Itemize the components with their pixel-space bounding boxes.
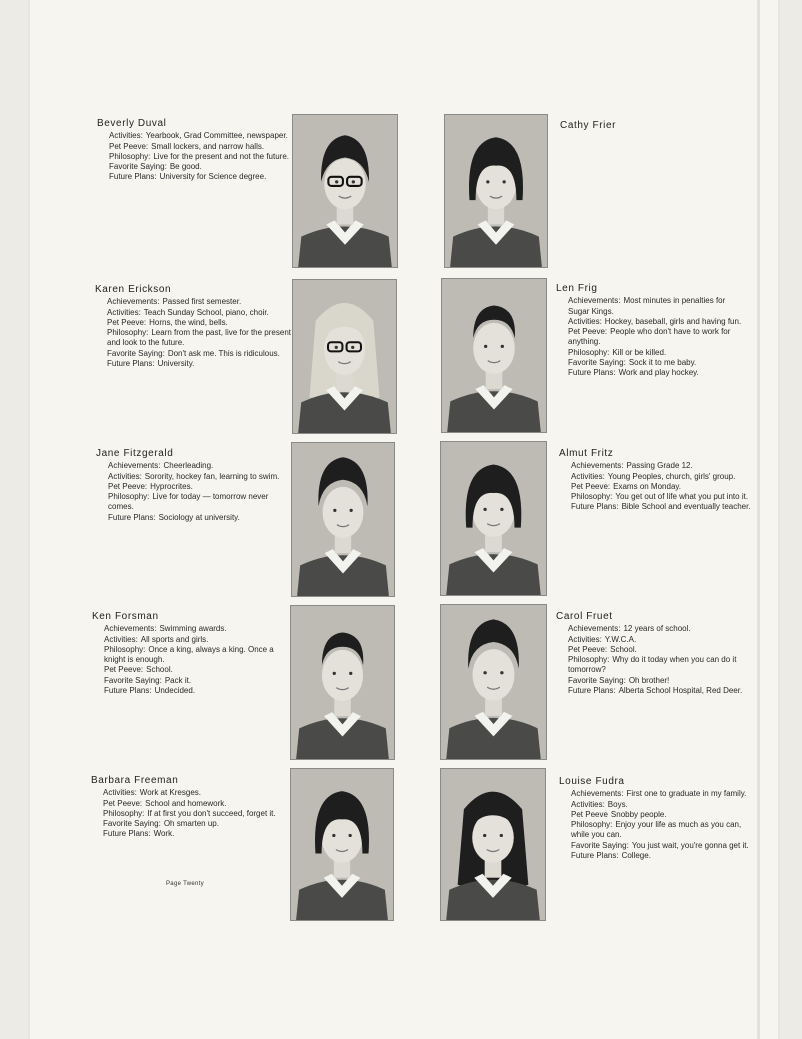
field-value: Undecided. [154,686,196,696]
portrait-photo [290,768,394,921]
entry-ken-forsman [92,612,288,696]
student-name: Carol Fruet [556,611,613,622]
field-label: Philosophy: [103,808,145,818]
field-value: Hyprocrites. [150,481,193,491]
field-value: Work. [153,829,175,839]
field-label: Favorite Saying: [568,358,626,368]
field-value: College. [621,851,651,861]
student-name: Jane Fitzgerald [96,448,174,459]
field-label: Philosophy: [571,820,613,830]
portrait-image [291,606,394,759]
field-value: You just wait, you're gonna get it. [631,840,749,850]
field-value: Sorority, hockey fan, learning to swim. [144,471,280,481]
field-value: 12 years of school. [623,624,691,634]
field-value: Cheerleading. [163,461,214,471]
field-future-plans [556,368,748,378]
field-value: Oh brother! [628,675,670,685]
field-value: All sports and girls. [140,634,209,644]
field-future-plans [91,829,289,839]
field-value: Passed first semester. [162,297,242,307]
field-value: Alberta School Hospital, Red Deer. [618,686,743,696]
field-philosophy [92,645,288,666]
field-value: Small lockers, and narrow halls. [151,141,265,151]
field-favorite-saying [97,162,297,172]
field-label: Activities: [108,471,142,481]
field-label: Pet Peeve: [571,481,611,491]
field-pet-peeve [96,482,290,492]
field-label: Activities: [571,799,605,809]
field-value: First one to graduate in my family. [626,789,747,799]
field-label: Pet Peeve: [568,327,608,337]
field-label: Favorite Saying: [571,840,629,850]
field-label: Pet Peeve: [107,317,147,327]
portrait-image [441,769,545,920]
field-value: School. [610,644,637,654]
field-value: Exams on Monday. [613,481,682,491]
field-label: Activities: [568,634,602,644]
field-label: Favorite Saying: [103,819,161,829]
student-name: Karen Erickson [95,284,172,295]
field-label: Activities: [107,307,141,317]
field-label: Achievements: [104,624,157,634]
field-value: University for Science degree. [159,172,267,182]
portrait-image [445,115,547,267]
field-philosophy [97,152,297,162]
field-label: Philosophy: [107,328,149,338]
field-value: Boys. [607,799,628,809]
field-achievements [556,624,754,634]
field-pet-peeve [556,327,748,348]
field-label: Activities: [104,634,138,644]
portrait-image [442,279,546,432]
field-favorite-saying [95,349,291,359]
portrait-image [441,442,546,595]
field-label: Pet Peeve: [568,644,608,654]
field-achievements [95,297,291,307]
field-pet-peeve [97,142,297,152]
field-label: Future Plans: [571,851,619,861]
field-activities [556,317,748,327]
field-value: University. [157,359,195,369]
field-label: Philosophy: [104,644,146,654]
field-label: Favorite Saying: [568,675,626,685]
portrait-photo [440,441,547,596]
field-value: Oh smarten up. [163,819,219,829]
field-label: Philosophy: [108,492,150,502]
field-label: Activities: [571,471,605,481]
field-label: Activities: [568,316,602,326]
field-value: Live for today — tomorrow never comes. [108,492,269,512]
entry-louise-fudra [559,777,755,861]
field-value: Work and play hockey. [618,368,699,378]
portrait-photo [444,114,548,268]
field-pet-peeve [559,482,755,492]
student-name: Barbara Freeman [91,775,179,786]
portrait-photo [291,442,395,597]
field-future-plans [96,513,290,523]
portrait-image [291,769,393,920]
portrait-image [293,280,396,433]
field-achievements [556,296,748,317]
field-future-plans [559,851,755,861]
student-name: Beverly Duval [97,118,167,129]
page-edge [757,0,760,1039]
field-label: Achievements: [108,461,161,471]
portrait-image [292,443,394,596]
entry-beverly-duval [97,119,297,183]
field-favorite-saying [559,841,755,851]
field-future-plans [92,686,288,696]
field-achievements [96,461,290,471]
field-value: Horns, the wind, bells. [149,317,228,327]
field-value: School and homework. [145,798,227,808]
field-philosophy [556,348,748,358]
field-value: Don't ask me. This is ridiculous. [167,348,280,358]
field-value: Y.W.C.A. [604,634,637,644]
field-label: Pet Peeve: [103,798,143,808]
field-label: Future Plans: [103,829,151,839]
field-activities [559,472,755,482]
portrait-photo [440,604,547,760]
page-number-footer: Page Twenty [166,881,204,887]
field-favorite-saying [556,358,748,368]
field-activities [559,800,755,810]
field-value: Enjoy your life as much as you can, while you can. [571,820,742,840]
field-achievements [92,624,288,634]
entry-barbara-freeman [91,776,289,840]
field-label: Pet Peeve: [108,481,148,491]
portrait-photo [440,768,546,921]
field-value: Learn from the past, live for the present and look to the future. [107,328,291,348]
portrait-image [293,115,397,267]
field-philosophy [559,820,755,841]
field-value: Why do it today when you can do it tomorrow? [568,655,737,675]
field-value: Be good. [169,162,202,172]
field-label: Achievements: [568,296,621,306]
field-achievements [559,461,755,471]
field-value: Work at Kresges. [139,788,202,798]
entry-almut-fritz [559,449,755,513]
field-value: If at first you don't succeed, forget it. [147,808,276,818]
student-name: Len Frig [556,283,598,294]
field-activities [556,635,754,645]
field-favorite-saying [91,819,289,829]
field-value: Sociology at university. [158,512,240,522]
field-label: Pet Peeve [571,809,608,819]
field-label: Future Plans: [109,172,157,182]
field-value: Teach Sunday School, piano, choir. [143,307,269,317]
field-value: You get out of life what you put into it. [615,492,749,502]
field-activities [97,131,297,141]
portrait-photo [292,279,397,434]
entry-jane-fitzgerald [96,449,290,523]
field-label: Activities: [103,788,137,798]
field-label: Activities: [109,131,143,141]
portrait-photo [290,605,395,760]
field-label: Pet Peeve: [104,665,144,675]
field-label: Favorite Saying: [109,162,167,172]
student-name: Almut Fritz [559,448,614,459]
field-value: Once a king, always a king. Once a knight is enough. [104,644,274,665]
field-pet-peeve [91,799,289,809]
field-pet-peeve [559,810,755,820]
student-name: Cathy Frier [560,120,617,131]
field-label: Achievements: [568,624,621,634]
field-philosophy [95,328,291,349]
field-value: Young Peoples, church, girls' group. [607,471,736,481]
field-value: Passing Grade 12. [626,461,693,471]
field-label: Philosophy: [568,347,610,357]
field-future-plans [97,172,297,182]
field-label: Achievements: [571,789,624,799]
field-value: Snobby people. [610,809,667,819]
field-future-plans [559,502,755,512]
entry-cathy-frier [560,121,760,133]
field-activities [91,788,289,798]
field-label: Philosophy: [571,492,613,502]
field-value: Hockey, baseball, girls and having fun. [604,316,742,326]
field-value: Sock it to me baby. [628,358,697,368]
field-future-plans [556,686,754,696]
field-philosophy [91,809,289,819]
portrait-photo [292,114,398,268]
field-value: People who don't have to work for anything. [568,327,731,347]
field-label: Future Plans: [104,686,152,696]
field-label: Philosophy: [109,151,151,161]
field-value: Most minutes in penalties for Sugar Kings. [568,296,726,316]
field-value: Swimming awards. [159,624,227,634]
entry-len-frig [556,284,748,379]
field-label: Future Plans: [107,359,155,369]
field-value: Bible School and eventually teacher. [621,502,751,512]
field-favorite-saying [556,676,754,686]
field-activities [95,308,291,318]
field-label: Favorite Saying: [104,675,162,685]
field-activities [92,635,288,645]
field-philosophy [559,492,755,502]
field-value: Yearbook, Grad Committee, newspaper. [145,131,288,141]
field-pet-peeve [92,665,288,675]
field-future-plans [95,359,291,369]
entry-karen-erickson [95,285,291,369]
field-favorite-saying [92,676,288,686]
field-value: School. [146,665,173,675]
field-label: Philosophy: [568,655,610,665]
field-label: Future Plans: [568,686,616,696]
field-achievements [559,789,755,799]
field-label: Pet Peeve: [109,141,149,151]
field-label: Future Plans: [571,502,619,512]
field-label: Achievements: [107,297,160,307]
field-value: Pack it. [164,675,192,685]
field-pet-peeve [556,645,754,655]
field-label: Achievements: [571,461,624,471]
field-value: Kill or be killed. [612,347,667,357]
field-activities [96,472,290,482]
field-label: Favorite Saying: [107,348,165,358]
field-philosophy [96,492,290,513]
field-label: Future Plans: [568,368,616,378]
student-name: Ken Forsman [92,611,159,622]
field-label: Future Plans: [108,512,156,522]
field-pet-peeve [95,318,291,328]
entry-carol-fruet [556,612,754,696]
portrait-image [441,605,546,759]
student-name: Louise Fudra [559,776,625,787]
field-value: Live for the present and not the future. [153,151,290,161]
portrait-photo [441,278,547,433]
field-philosophy [556,655,754,676]
